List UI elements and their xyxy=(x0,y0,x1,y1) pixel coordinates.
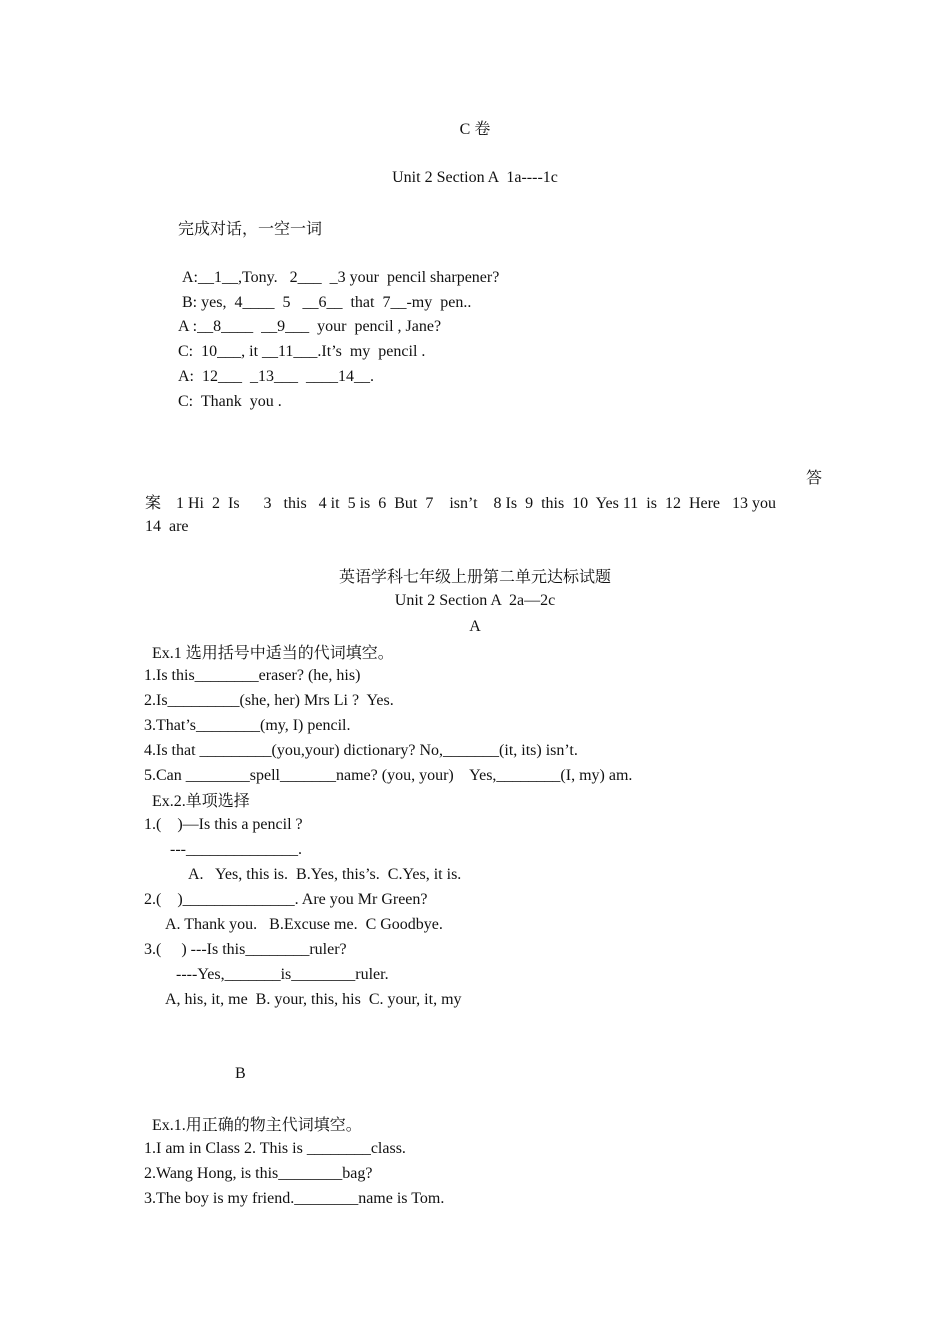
ex2-line: 3.( ) ---Is this________ruler? xyxy=(144,941,347,958)
b-ex1-title: Ex.1.用正确的物主代词填空。 xyxy=(152,1117,362,1134)
ex2-title: Ex.2.单项选择 xyxy=(152,793,250,810)
section-a-label: A xyxy=(469,618,481,635)
ex2-line: 2.( )______________. Are you Mr Green? xyxy=(144,891,428,908)
ex2-line: A. Thank you. B.Excuse me. C Goodbye. xyxy=(165,916,443,933)
section-b-label: B xyxy=(235,1065,246,1082)
b-ex1-item: 1.I am in Class 2. This is ________class. xyxy=(144,1140,406,1157)
b-ex1-item: 3.The boy is my friend.________name is Tom. xyxy=(144,1190,445,1207)
ex1-item: 1.Is this________eraser? (he, his) xyxy=(144,667,361,684)
dialogue-line: A :__8____ __9___ your pencil , Jane? xyxy=(178,318,442,335)
answers-line-1: 1 Hi 2 Is 3 this 4 it 5 is 6 But 7 isn’t 8 Is 9 this 10 Yes 11 is 12 Here 13 you xyxy=(176,495,777,512)
section-c-title: C 卷 xyxy=(459,121,491,138)
dialogue-line: B: yes, 4____ 5 __6__ that 7__-my pen.. xyxy=(182,294,472,311)
ex2-line: A. Yes, this is. B.Yes, this’s. C.Yes, it is. xyxy=(188,866,462,883)
ex1-item: 4.Is that _________(you,your) dictionary? No,_______(it, its) isn’t. xyxy=(144,742,578,759)
ex1-item: 3.That’s________(my, I) pencil. xyxy=(144,717,351,734)
dialogue-line: A:__1__,Tony. 2___ _3 your pencil sharpener? xyxy=(182,269,500,286)
ex2-line: ---______________. xyxy=(170,841,302,858)
b-ex1-item: 2.Wang Hong, is this________bag? xyxy=(144,1165,373,1182)
answer-label-bottom: 案 xyxy=(145,495,162,512)
dialogue-line: C: Thank you . xyxy=(178,393,282,410)
exam-title: 英语学科七年级上册第二单元达标试题 xyxy=(338,569,611,586)
unit-heading-2: Unit 2 Section A 2a—2c xyxy=(394,592,556,609)
ex1-item: 2.Is_________(she, her) Mrs Li ? Yes. xyxy=(144,692,394,709)
answers-line-2: 14 are xyxy=(145,518,189,535)
ex2-line: ----Yes,_______is________ruler. xyxy=(176,966,389,983)
dialogue-line: A: 12___ _13___ ____14__. xyxy=(178,368,374,385)
ex2-line: A, his, it, me B. your, this, his C. your, it, my xyxy=(165,991,462,1008)
instruction: 完成对话，一空一词 xyxy=(178,221,323,238)
unit-heading-1: Unit 2 Section A 1a----1c xyxy=(392,169,558,186)
ex1-title: Ex.1 选用括号中适当的代词填空。 xyxy=(152,645,394,662)
ex2-line: 1.( )—Is this a pencil ? xyxy=(144,816,303,833)
dialogue-line: C: 10___, it __11___.It’s my pencil . xyxy=(178,343,426,360)
ex1-item: 5.Can ________spell_______name? (you, your) Yes,________(I, my) am. xyxy=(144,767,633,784)
answer-label-top: 答 xyxy=(806,470,823,487)
